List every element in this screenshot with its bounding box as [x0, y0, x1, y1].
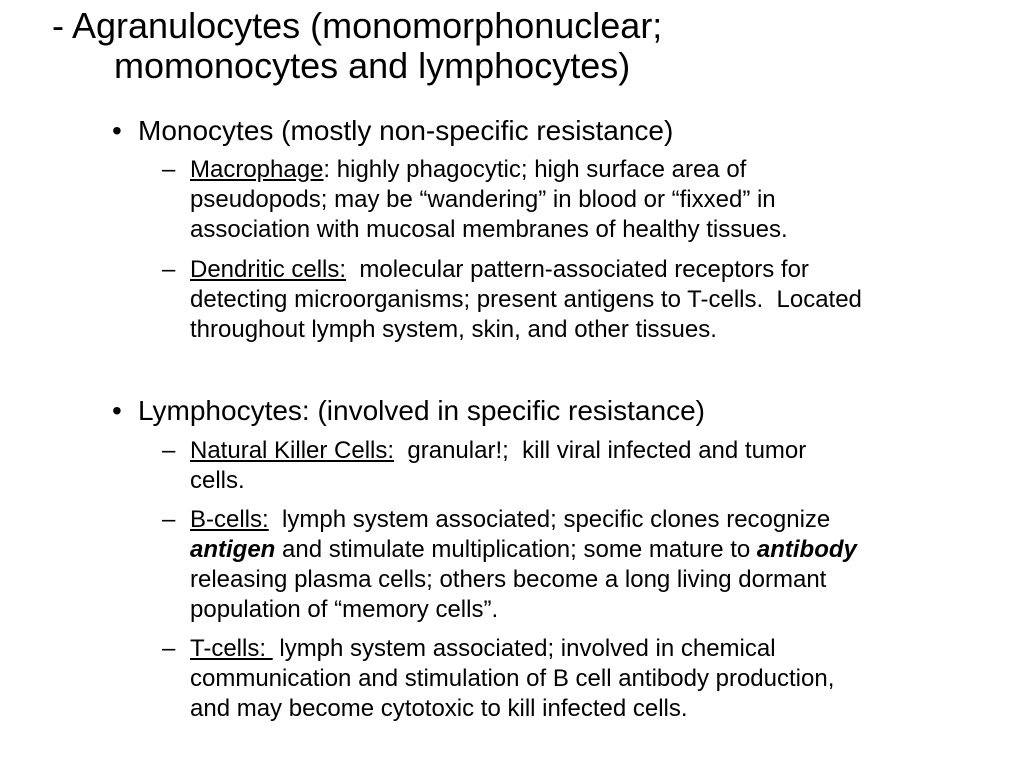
bcells-line-1: lymph system associated; specific clones recognize [268, 506, 831, 533]
macrophage-line-2: pseudopods; may be “wandering” in blood or “fixxed” in [190, 186, 776, 213]
dendritic-line-1: molecular pattern-associated receptors for [346, 256, 809, 283]
bcells-line-4: population of “memory cells”. [190, 596, 499, 623]
term-b-cells: B-cells: [190, 506, 269, 533]
item-natural-killer-cells [162, 436, 1002, 496]
item-dendritic-cells [162, 255, 1002, 345]
item-t-cells [162, 634, 1002, 724]
item-macrophage [162, 155, 1002, 245]
item-b-cells [162, 505, 1002, 625]
dash-icon: – [162, 437, 176, 464]
dendritic-line-3: throughout lymph system, skin, and other tissues. [190, 316, 717, 343]
dash-icon: – [162, 256, 176, 283]
term-natural-killer-cells: Natural Killer Cells: [190, 437, 395, 464]
term-t-cells: T-cells: [190, 635, 273, 662]
macrophage-line-1: : highly phagocytic; high surface area of [323, 156, 747, 183]
bullet-icon: • [112, 115, 122, 146]
bullet-monocytes [112, 115, 673, 147]
heading-line-1: - Agranulocytes (monomorphonuclear; [52, 5, 663, 46]
monocytes-title: Monocytes (mostly non-specific resistance) [138, 115, 674, 146]
nk-line-1: granular!; kill viral infected and tumor [394, 437, 807, 464]
dash-icon: – [162, 156, 176, 183]
heading-agranulocytes [52, 6, 1012, 86]
term-dendritic-cells: Dendritic cells: [190, 256, 347, 283]
heading-line-2: momonocytes and lymphocytes) [114, 45, 631, 86]
tcells-line-3: and may become cytotoxic to kill infected cells. [190, 695, 688, 722]
bullet-lymphocytes [112, 395, 705, 427]
tcells-line-1: lymph system associated; involved in chemical [272, 635, 776, 662]
bcells-line-3: releasing plasma cells; others become a long living dormant [190, 566, 827, 593]
nk-line-2: cells. [190, 467, 245, 494]
dendritic-line-2: detecting microorganisms; present antigens to T-cells. Located [190, 286, 862, 313]
emphasis-antigen: antigen [190, 536, 276, 563]
macrophage-line-3: association with mucosal membranes of healthy tissues. [190, 216, 788, 243]
dash-icon: – [162, 506, 176, 533]
tcells-line-2: communication and stimulation of B cell antibody production, [190, 665, 835, 692]
term-macrophage: Macrophage [190, 156, 324, 183]
emphasis-antibody: antibody [756, 536, 857, 563]
bullet-icon: • [112, 395, 122, 426]
bcells-line-2: and stimulate multiplication; some mature to [275, 536, 757, 563]
lymphocytes-title: Lymphocytes: (involved in specific resistance) [138, 395, 705, 426]
dash-icon: – [162, 635, 176, 662]
